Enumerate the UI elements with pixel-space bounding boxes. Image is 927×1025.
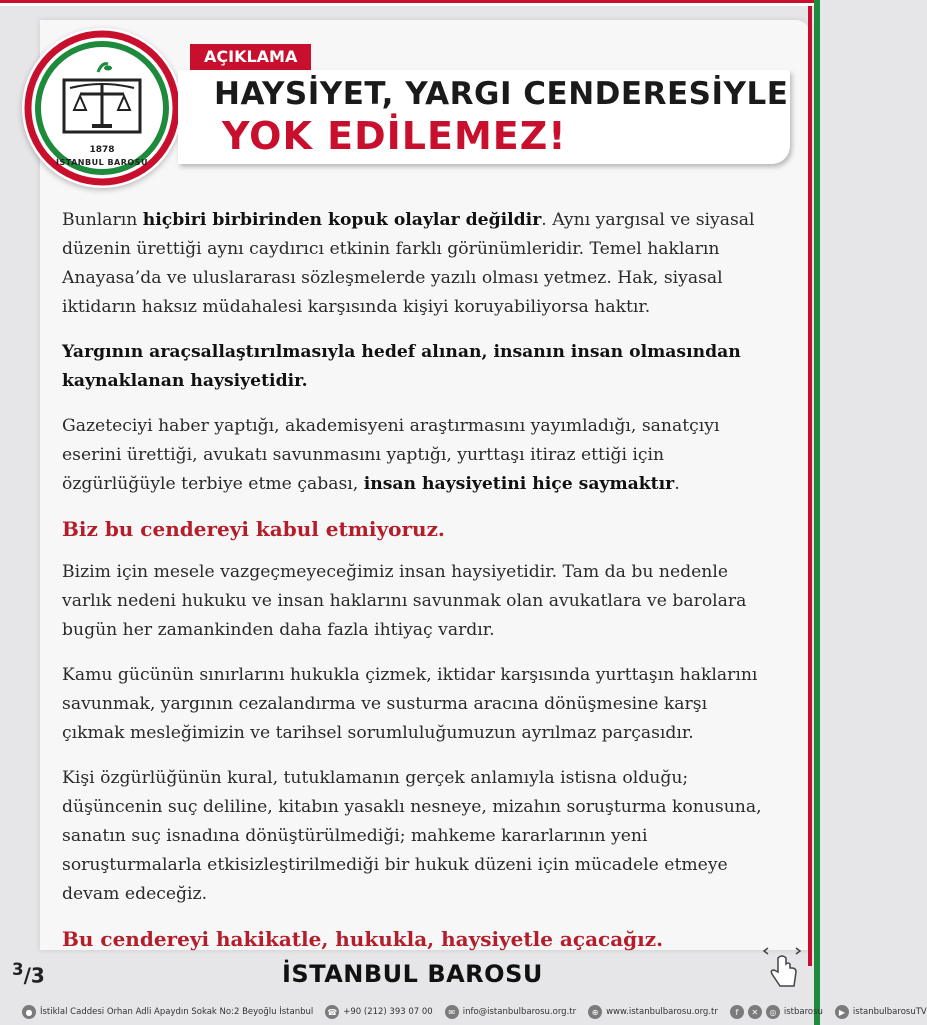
text-span: Bunların: [62, 210, 143, 230]
instagram-icon[interactable]: ◎: [766, 1005, 780, 1019]
footer-org-name: İSTANBUL BAROSU: [282, 960, 543, 988]
page-current: 3: [12, 960, 24, 979]
facebook-icon[interactable]: f: [730, 1005, 744, 1019]
logo-name: İSTANBUL BAROSU: [56, 158, 148, 167]
page-title-line2: YOK EDİLEMEZ!: [222, 114, 567, 158]
bold-span: insan haysiyetini hiçe saymaktır: [363, 474, 675, 494]
heading-1: Biz bu cendereyi kabul etmiyoruz.: [62, 517, 445, 541]
heading-2: Bu cendereyi hakikatle, hukukla, haysiyetle açacağız.: [62, 927, 664, 951]
email-text: info@istanbulbarosu.org.tr: [462, 1007, 577, 1017]
paragraph-3: [62, 412, 762, 499]
contact-address: [22, 1005, 313, 1019]
x-icon[interactable]: ✕: [748, 1005, 762, 1019]
contact-website[interactable]: [588, 1005, 718, 1019]
istanbul-barosu-logo: [22, 28, 182, 188]
website-text: www.istanbulbarosu.org.tr: [606, 1007, 718, 1017]
contact-youtube[interactable]: [835, 1005, 927, 1019]
contact-social[interactable]: [730, 1005, 823, 1019]
paragraph-1: [62, 206, 762, 322]
bold-span: hiçbiri birbirinden kopuk olaylar değildir: [142, 210, 542, 230]
paragraph-6: Kişi özgürlüğünün kural, tutuklamanın gerçek anlamıyla istisna olduğu; düşüncenin suç deliline, kitabın yasaklı nesneye, mizahın soruşturma konusuna, sanatın suç isnadına dönüştürülmediği; mahkeme kararlarının yeni soruşturmalarla etkisizleştirilmediği bir hukuk düzeni için mücadele etmeye devam edeceğiz.: [62, 768, 762, 904]
text-span: . Aynı yargısal ve siyasal düzenin ürettiği aynı caydırıcı etkinin farklı görünümleridir. Temel hakların Anayasa’da ve uluslararası sözleşmelerde yazılı olması yetmez. Hak, siyasal iktidarın haksız müdahalesi karşısında kişiyi koruyabiliyorsa haktır.: [62, 210, 755, 317]
youtube-text: istanbulbarosuTV: [852, 1007, 927, 1017]
right-green-stripe: [814, 0, 820, 1025]
page-total: /3: [23, 963, 45, 988]
card-red-edge: [808, 6, 812, 966]
top-red-stripe: [0, 0, 820, 3]
statement-body: [62, 206, 762, 968]
location-icon: ●: [22, 1005, 36, 1019]
social-handle-text: istbarosu: [783, 1007, 823, 1017]
bold-span: Yargının araçsallaştırılmasıyla hedef alınan, insanın insan olmasından kaynaklanan haysiyetidir.: [62, 342, 741, 391]
paragraph-4: Bizim için mesele vazgeçmeyeceğimiz insan haysiyetidir. Tam da bu nedenle varlık nedeni hukuku ve insan haklarını savunmak olan avukatlara ve barolara bugün her zamankinden daha fazla ihtiyaç vardır.: [62, 562, 747, 640]
paragraph-5: Kamu gücünün sınırlarını hukukla çizmek, iktidar karşısında yurttaşın haklarını savunmak, yargının cezalandırma ve susturma aracına dönüşmesine karşı çıkmak mesleğimizin ve tarihsel sorumluluğumuzun ayrılmaz parçasıdır.: [62, 665, 758, 743]
page-number: [12, 960, 45, 988]
address-text: İstiklal Caddesi Orhan Adli Apaydın Sokak No:2 Beyoğlu İstanbul: [40, 1007, 314, 1017]
swipe-hand-icon: [762, 942, 802, 994]
contact-email[interactable]: [445, 1005, 576, 1019]
announcement-tag: AÇIKLAMA: [190, 44, 311, 70]
paragraph-2: [62, 338, 762, 396]
text-span: Gazeteciyi haber yaptığı, akademisyeni araştırmasını yayımladığı, sanatçıyı eserini ürettiği, avukatı savunmasını yaptığı, yurttaşı itiraz ettiği için özgürlüğüyle terbiye etme çabası,: [62, 416, 720, 494]
logo-year: 1878: [89, 145, 115, 155]
contact-phone[interactable]: [325, 1005, 432, 1019]
globe-icon: ⊕: [588, 1005, 602, 1019]
phone-icon: ☎: [325, 1005, 339, 1019]
youtube-icon: ▶: [835, 1005, 849, 1019]
page-title-line1: HAYSİYET, YARGI CENDERESİYLE: [214, 76, 789, 112]
text-span: .: [674, 474, 680, 494]
phone-text: +90 (212) 393 07 00: [343, 1007, 433, 1017]
contact-bar: [22, 1002, 927, 1022]
email-icon: ✉: [445, 1005, 459, 1019]
